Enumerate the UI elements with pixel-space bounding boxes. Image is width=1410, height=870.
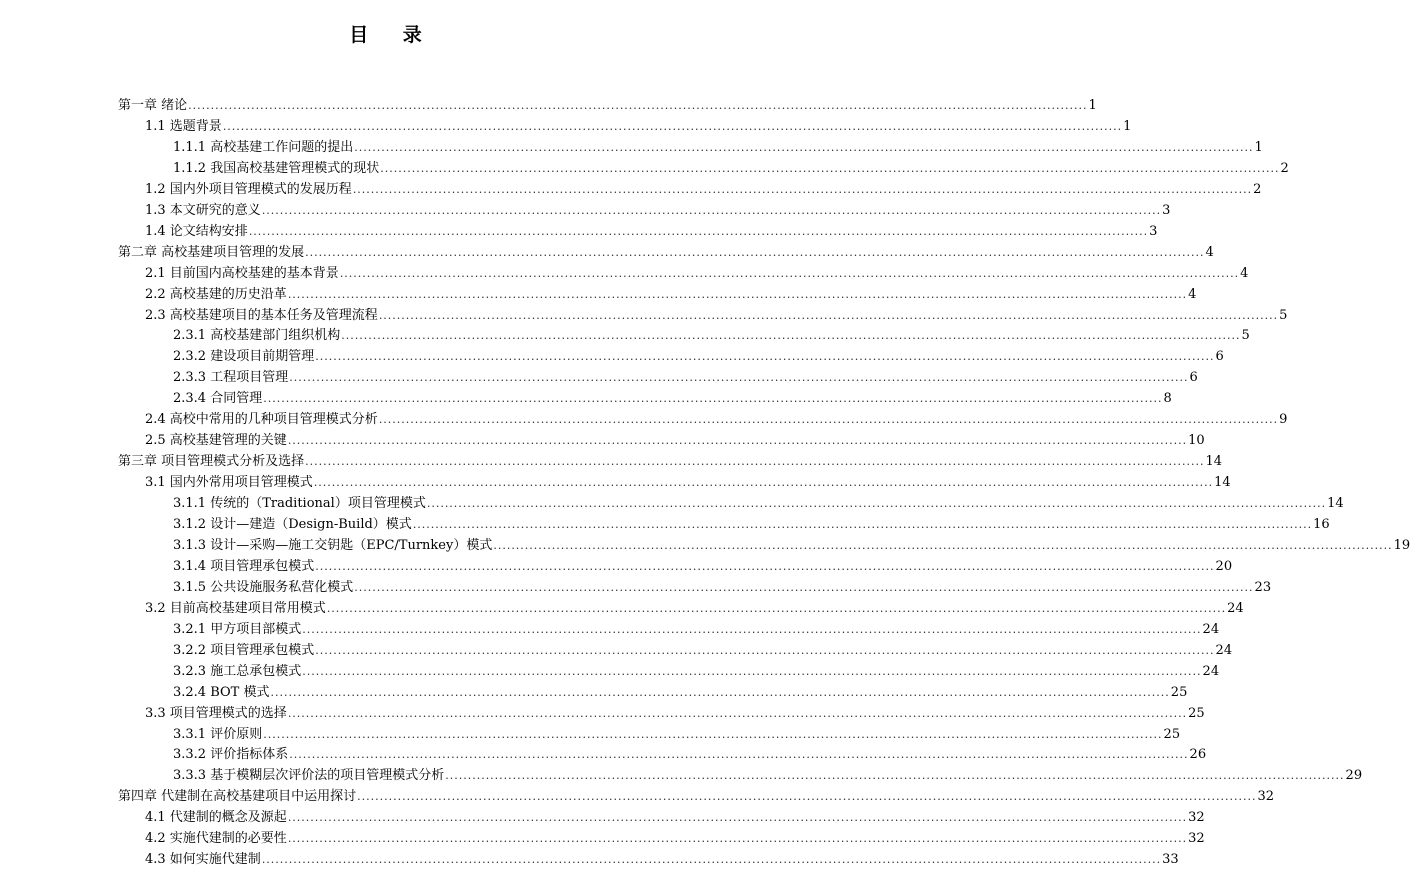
toc-leader-dots: ........................................................................................................................................................................................................ [289, 748, 1189, 762]
toc-entry-label: 3.1.2 设计—建造（Design-Build）模式 [173, 517, 412, 532]
toc-entry-label: 3.2.3 施工总承包模式 [173, 663, 302, 679]
toc-leader-dots: ........................................................................................................................................................................................................ [287, 832, 1188, 846]
toc-entry-page-number: 4 [1240, 265, 1249, 281]
toc-entry-page-number: 32 [1188, 831, 1205, 847]
toc-entry[interactable] [145, 599, 1244, 619]
toc-entry-page-number: 29 [1345, 768, 1363, 784]
toc-entry-label: 第三章 项目管理模式分析及选择 [118, 454, 305, 470]
toc-entry[interactable] [173, 745, 1207, 765]
toc-leader-dots: ........................................................................................................................................................................................................ [354, 580, 1254, 594]
toc-entry[interactable] [145, 850, 1179, 870]
toc-entry-label: 2.4 高校中常用的几种项目管理模式分析 [145, 412, 378, 428]
toc-leader-dots: ........................................................................................................................................................................................................ [222, 119, 1123, 133]
toc-entry-page-number: 20 [1215, 558, 1233, 574]
toc-entry-label: 1.1 选题背景 [145, 118, 222, 134]
toc-entry[interactable] [173, 725, 1181, 745]
toc-entry-page-number: 19 [1393, 537, 1410, 553]
toc-entry-page-number: 23 [1254, 579, 1272, 595]
toc-entry-page-number: 6 [1215, 349, 1224, 365]
toc-entry-label: 1.4 论文结构安排 [145, 223, 248, 239]
toc-entry-page-number: 5 [1279, 307, 1288, 323]
toc-leader-dots: ........................................................................................................................................................................................................ [313, 476, 1214, 490]
toc-leader-dots: ........................................................................................................................................................................................................ [445, 769, 1345, 783]
toc-entry-label: 3.2.4 BOT 模式 [173, 684, 270, 700]
toc-entry[interactable] [173, 557, 1233, 577]
toc-entry[interactable] [173, 494, 1344, 514]
toc-entry[interactable] [173, 159, 1289, 179]
toc-entry[interactable] [173, 138, 1263, 158]
toc-entry-label: 4.2 实施代建制的必要性 [145, 831, 287, 847]
toc-entry[interactable] [173, 766, 1363, 786]
toc-leader-dots: ........................................................................................................................................................................................................ [188, 99, 1088, 112]
toc-entry[interactable] [145, 431, 1205, 451]
toc-leader-dots: ........................................................................................................................................................................................................ [378, 308, 1279, 322]
toc-entry-page-number: 1 [1088, 98, 1097, 113]
toc-entry[interactable] [145, 117, 1132, 137]
toc-leader-dots: ........................................................................................................................................................................................................ [354, 140, 1254, 154]
toc-entry-page-number: 1 [1254, 139, 1263, 155]
toc-leader-dots: ........................................................................................................................................................................................................ [287, 287, 1188, 301]
toc-entry[interactable] [145, 410, 1288, 430]
toc-leader-dots: ........................................................................................................................................................................................................ [339, 266, 1240, 280]
toc-entry-label: 第二章 高校基建项目管理的发展 [118, 244, 305, 260]
toc-entry-label: 3.3 项目管理模式的选择 [145, 705, 287, 721]
toc-leader-dots: ........................................................................................................................................................................................................ [412, 518, 1313, 531]
toc-entry[interactable] [145, 473, 1231, 493]
toc-entry-page-number: 24 [1227, 600, 1244, 616]
toc-title: 目 录 [349, 24, 436, 46]
toc-entry-label: 2.3 高校基建项目的基本任务及管理流程 [145, 307, 378, 323]
toc-leader-dots: ........................................................................................................................................................................................................ [302, 664, 1202, 678]
toc-entry-page-number: 5 [1241, 328, 1250, 344]
toc-entry-page-number: 25 [1163, 726, 1181, 742]
toc-leader-dots: ........................................................................................................................................................................................................ [270, 685, 1170, 699]
toc-entry[interactable] [145, 704, 1205, 724]
toc-entry[interactable] [145, 201, 1171, 221]
toc-entry[interactable] [173, 326, 1250, 346]
toc-entry[interactable] [145, 306, 1288, 326]
toc-entry-page-number: 33 [1162, 852, 1179, 868]
toc-entry-page-number: 2 [1280, 160, 1289, 176]
toc-entry[interactable] [173, 683, 1188, 703]
toc-entry-label: 3.2.1 甲方项目部模式 [173, 621, 302, 637]
toc-entry-page-number: 24 [1202, 663, 1220, 679]
toc-entry-label: 4.1 代建制的概念及源起 [145, 810, 287, 826]
toc-leader-dots: ........................................................................................................................................................................................................ [289, 371, 1189, 385]
toc-entry-page-number: 32 [1188, 810, 1205, 826]
toc-entry-label: 3.1.5 公共设施服务私营化模式 [173, 579, 354, 595]
toc-leader-dots: ........................................................................................................................................................................................................ [378, 413, 1279, 427]
toc-entry-page-number: 1 [1123, 118, 1132, 134]
toc-entry[interactable] [173, 620, 1220, 640]
toc-entry[interactable] [145, 180, 1262, 200]
toc-entry-page-number: 14 [1214, 475, 1231, 491]
toc-entry-page-number: 3 [1149, 223, 1158, 239]
toc-entry-page-number: 9 [1279, 412, 1288, 428]
toc-leader-dots: ........................................................................................................................................................................................................ [305, 455, 1205, 469]
toc-leader-dots: ........................................................................................................................................................................................................ [287, 434, 1188, 448]
toc-leader-dots: ........................................................................................................................................................................................................ [263, 392, 1163, 406]
toc-entry-label: 第一章 绪论 [118, 98, 188, 113]
toc-leader-dots: ........................................................................................................................................................................................................ [287, 706, 1188, 720]
toc-leader-dots: ........................................................................................................................................................................................................ [357, 790, 1257, 804]
toc-leader-dots: ........................................................................................................................................................................................................ [261, 203, 1162, 217]
toc-entry[interactable] [173, 536, 1410, 556]
toc-leader-dots: ........................................................................................................................................................................................................ [315, 350, 1215, 364]
toc-leader-dots: ........................................................................................................................................................................................................ [352, 182, 1253, 196]
toc-entry-label: 2.2 高校基建的历史沿革 [145, 286, 287, 302]
toc-entry[interactable] [173, 515, 1330, 535]
toc-entry-label: 4.3 如何实施代建制 [145, 852, 261, 868]
toc-entry-page-number: 25 [1170, 684, 1188, 700]
toc-entry[interactable] [145, 264, 1249, 284]
toc-entry-label: 3.3.3 基于模糊层次评价法的项目管理模式分析 [173, 768, 445, 784]
toc-entry-label: 3.3.1 评价原则 [173, 726, 263, 742]
toc-entry[interactable] [173, 641, 1233, 661]
toc-leader-dots: ........................................................................................................................................................................................................ [315, 559, 1215, 573]
toc-entry-label: 3.1.4 项目管理承包模式 [173, 558, 315, 574]
toc-entry-label: 2.3.4 合同管理 [173, 391, 263, 407]
toc-entry[interactable] [145, 222, 1158, 242]
toc-entry-page-number: 26 [1189, 747, 1207, 763]
toc-entry-label: 1.3 本文研究的意义 [145, 202, 261, 218]
toc-leader-dots: ........................................................................................................................................................................................................ [493, 538, 1393, 552]
toc-entry[interactable] [118, 452, 1223, 472]
toc-entry-page-number: 16 [1313, 517, 1330, 532]
toc-entry-page-number: 8 [1163, 391, 1172, 407]
toc-entry-label: 2.1 目前国内高校基建的基本背景 [145, 265, 339, 281]
toc-entry[interactable] [118, 96, 1097, 116]
toc-entry-label: 第四章 代建制在高校基建项目中运用探讨 [118, 789, 357, 805]
toc-entry[interactable] [145, 808, 1205, 828]
toc-entry-page-number: 4 [1188, 286, 1197, 302]
toc-entry-page-number: 14 [1327, 496, 1344, 512]
toc-entry-page-number: 2 [1253, 181, 1262, 197]
toc-entry-label: 2.3.1 高校基建部门组织机构 [173, 328, 341, 344]
toc-entry[interactable] [118, 243, 1214, 263]
toc-entry[interactable] [173, 578, 1272, 598]
toc-entry-page-number: 32 [1257, 789, 1275, 805]
toc-entry-page-number: 3 [1162, 202, 1171, 218]
toc-entry-label: 1.2 国内外项目管理模式的发展历程 [145, 181, 352, 197]
toc-entry-label: 1.1.1 高校基建工作问题的提出 [173, 139, 354, 155]
toc-leader-dots: ........................................................................................................................................................................................................ [302, 622, 1202, 636]
toc-entry-label: 3.3.2 评价指标体系 [173, 747, 289, 763]
toc-leader-dots: ........................................................................................................................................................................................................ [315, 643, 1215, 657]
toc-entry-label: 2.5 高校基建管理的关键 [145, 433, 287, 449]
toc-leader-dots: ........................................................................................................................................................................................................ [305, 245, 1205, 259]
toc-entry-page-number: 25 [1188, 705, 1205, 721]
toc-entry-label: 1.1.2 我国高校基建管理模式的现状 [173, 160, 380, 176]
toc-leader-dots: ........................................................................................................................................................................................................ [261, 853, 1162, 867]
toc-entry-page-number: 6 [1189, 370, 1198, 386]
toc-entry-label: 3.1 国内外常用项目管理模式 [145, 475, 313, 491]
toc-entry-label: 3.1.3 设计—采购—施工交钥匙（EPC/Turnkey）模式 [173, 537, 493, 553]
toc-entry[interactable] [145, 285, 1197, 305]
toc-entry-label: 3.2.2 项目管理承包模式 [173, 642, 315, 658]
toc-leader-dots: ........................................................................................................................................................................................................ [287, 811, 1188, 825]
toc-leader-dots: ........................................................................................................................................................................................................ [426, 497, 1327, 511]
toc-entry[interactable] [173, 368, 1198, 388]
toc-leader-dots: ........................................................................................................................................................................................................ [263, 727, 1163, 741]
toc-leader-dots: ........................................................................................................................................................................................................ [248, 224, 1149, 238]
toc-leader-dots: ........................................................................................................................................................................................................ [380, 161, 1280, 175]
toc-entry-page-number: 24 [1215, 642, 1233, 658]
toc-entry-page-number: 10 [1188, 433, 1205, 449]
toc-entry[interactable] [118, 787, 1275, 807]
toc-entry-page-number: 14 [1205, 454, 1223, 470]
toc-entry-page-number: 24 [1202, 621, 1220, 637]
toc-entry[interactable] [173, 389, 1172, 409]
toc-leader-dots: ........................................................................................................................................................................................................ [326, 601, 1227, 615]
toc-leader-dots: ........................................................................................................................................................................................................ [341, 329, 1241, 343]
toc-entry-page-number: 4 [1205, 244, 1214, 260]
toc-entry-label: 3.2 目前高校基建项目常用模式 [145, 600, 326, 616]
toc-entry[interactable] [173, 347, 1224, 367]
toc-entry-label: 3.1.1 传统的（Traditional）项目管理模式 [173, 496, 426, 512]
toc-entry-label: 2.3.2 建设项目前期管理 [173, 349, 315, 365]
toc-entry-label: 2.3.3 工程项目管理 [173, 370, 289, 386]
toc-entry[interactable] [145, 829, 1205, 849]
toc-entry[interactable] [173, 662, 1220, 682]
